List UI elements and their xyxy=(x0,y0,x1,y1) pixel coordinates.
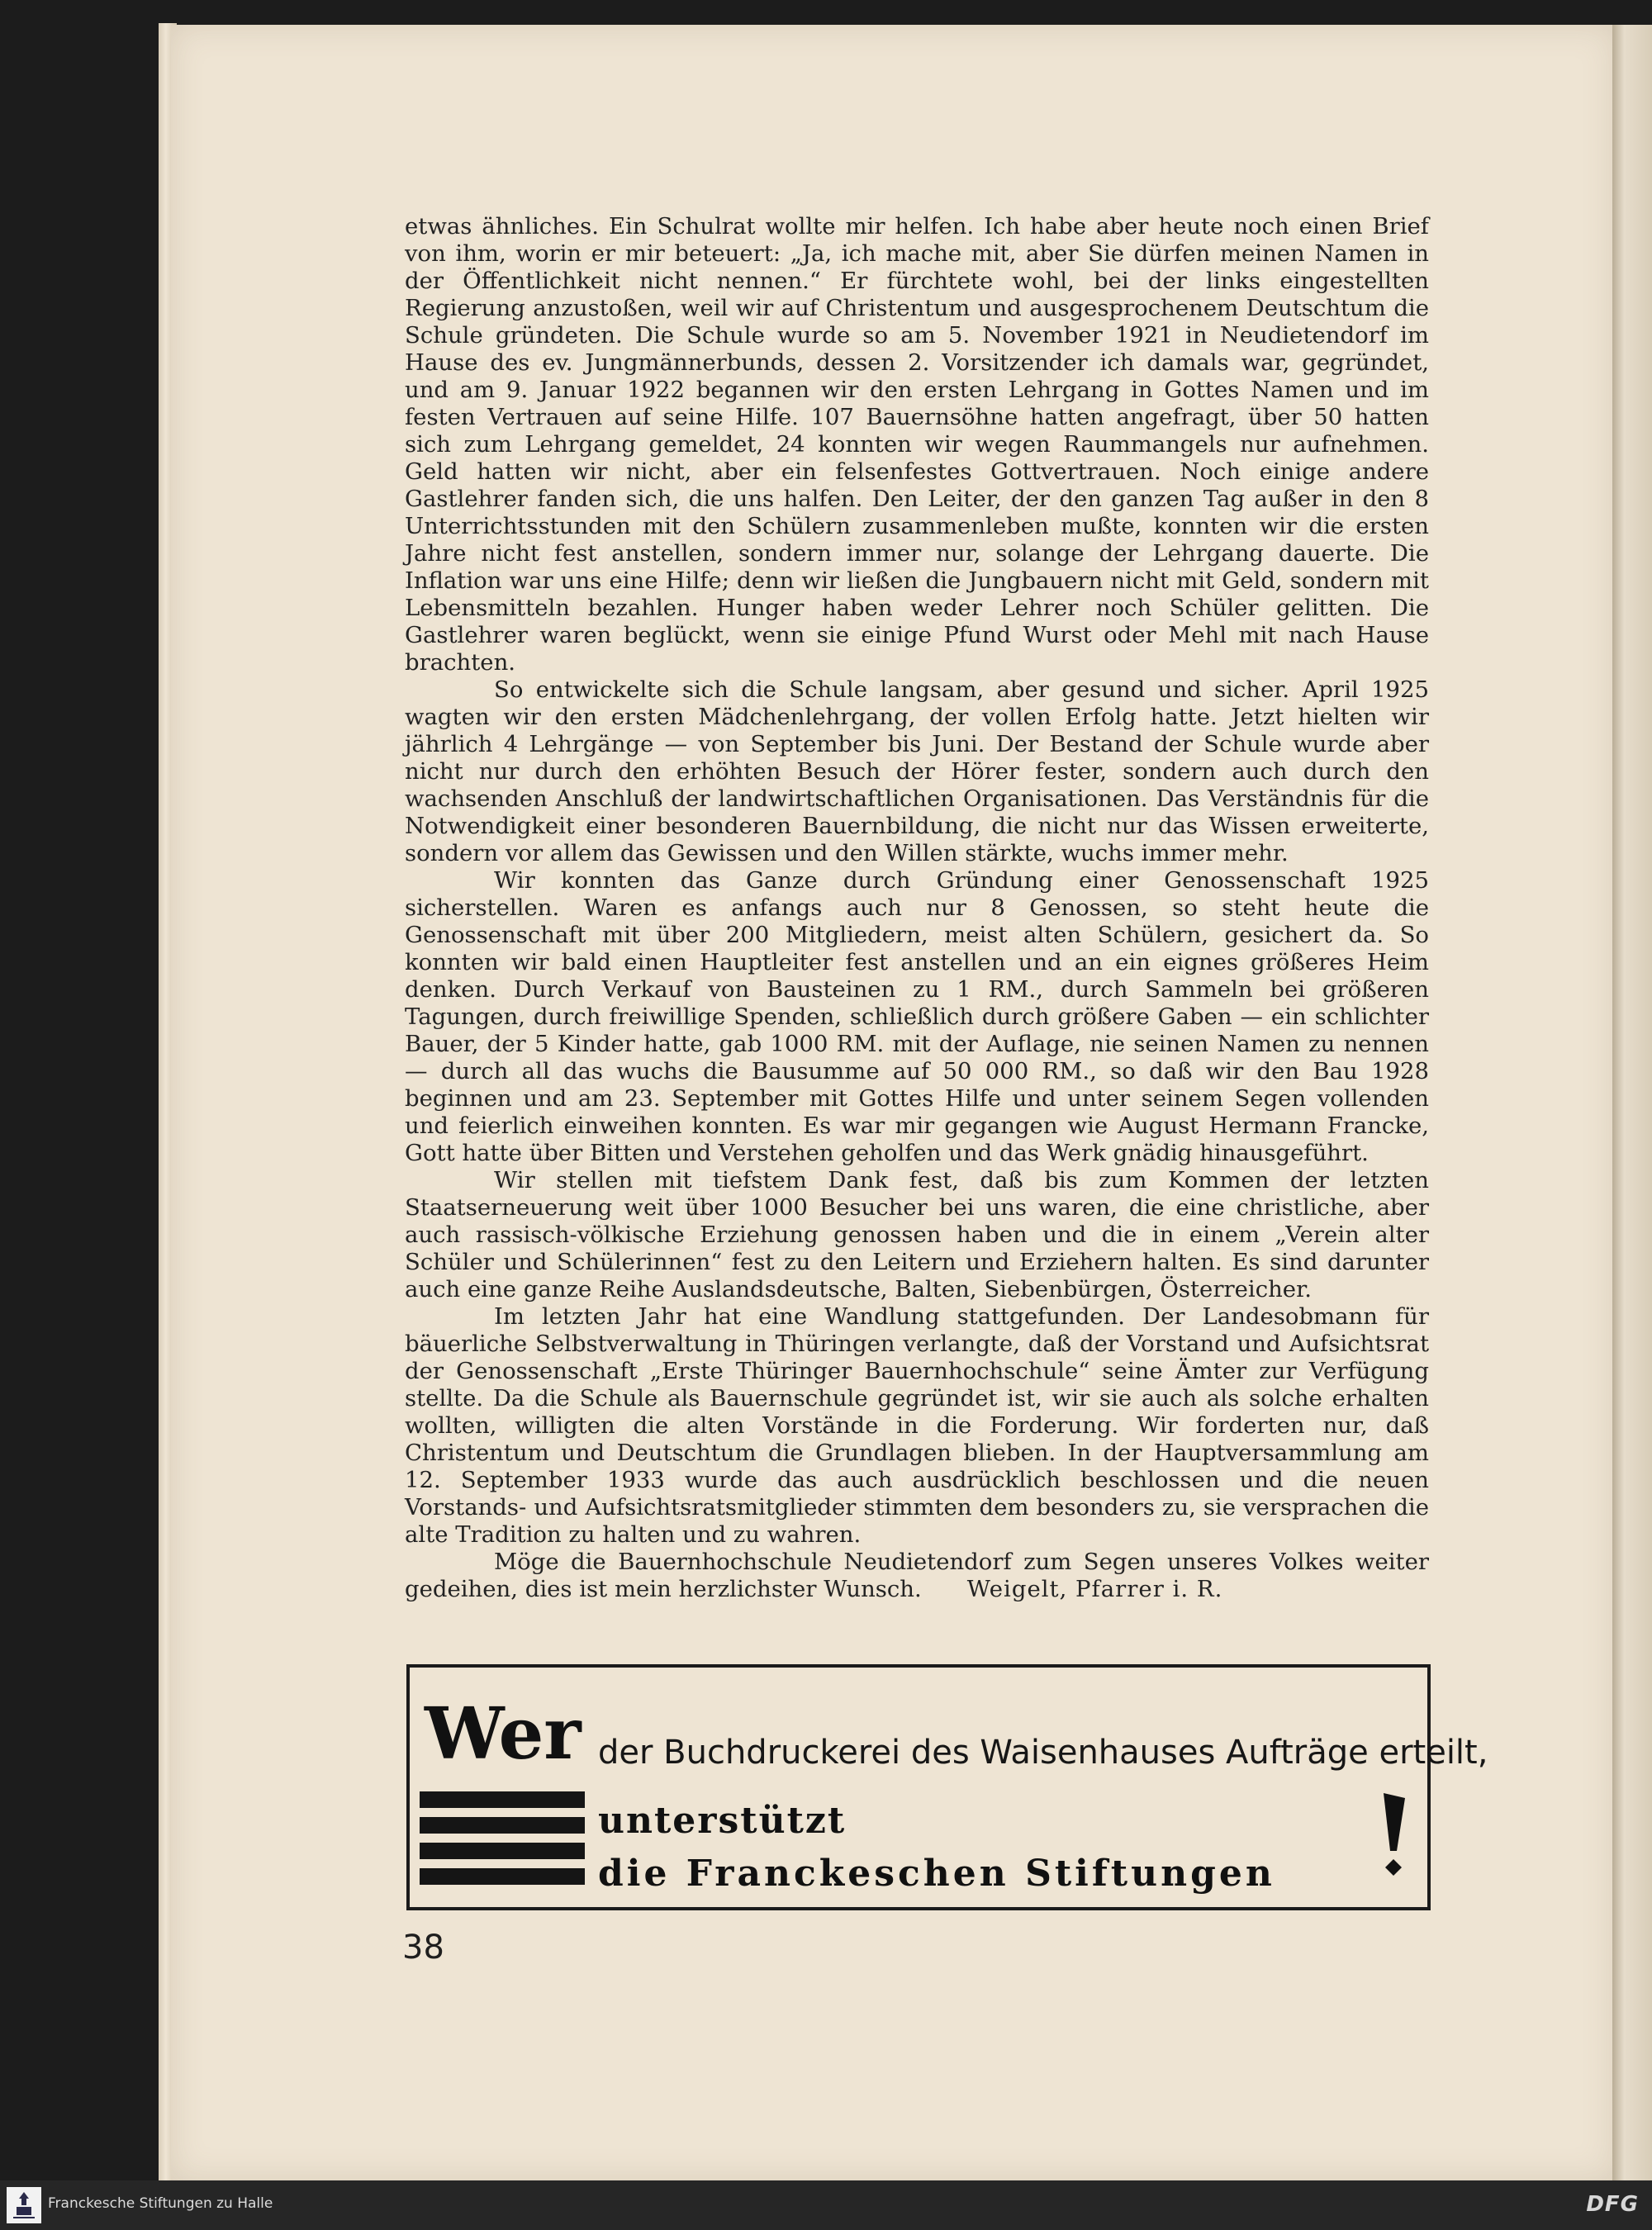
ad-bar xyxy=(420,1791,585,1808)
closing-sentence: Möge die Bauernhochschule Neudietendorf zum Segen unseres Volkes weiter gedeihen, dies ist mein herzlichster Wunsch. xyxy=(405,1549,1429,1602)
ad-line-3: die Franckeschen Stiftungen xyxy=(598,1853,1275,1895)
exclamation-icon xyxy=(1372,1790,1413,1881)
ad-decorative-bars xyxy=(420,1791,585,1894)
paragraph-6 xyxy=(405,1549,1429,1603)
page-edge-right xyxy=(1612,25,1652,2180)
ad-big-word: Wer xyxy=(425,1692,582,1776)
page-number: 38 xyxy=(402,1929,444,1967)
paragraph-5: Im letzten Jahr hat eine Wandlung stattgefunden. Der Landesobmann für bäuerliche Selbstverwaltung in Thüringen verlangte, daß der Vorstand und Aufsichtsrat der Genossenschaft „Erste Thüringer Bauernhochschule“ seine Ämter zur Verfügung stellte. Da die Schule als Bauernschule gegründet ist, wir sie auch als solche erhalten wollten, willigten die alten Vorstände in die Forderung. Wir forderten nur, daß Christentum und Deutschtum die Grundlagen blieben. In der Hauptversammlung am 12. September 1933 wurde das auch ausdrücklich beschlossen und die neuen Vorstands- und Aufsichtsratsmitglieder stimmten dem besonders zu, sie versprachen die alte Tradition zu halten und zu wahren. xyxy=(405,1303,1429,1548)
ad-line-1: der Buchdruckerei des Waisenhauses Aufträge erteilt, xyxy=(598,1734,1488,1772)
ad-bar xyxy=(420,1868,585,1885)
advertisement-box xyxy=(406,1664,1488,1910)
ad-bar xyxy=(420,1817,585,1834)
paragraph-2: So entwickelte sich die Schule langsam, aber gesund und sicher. April 1925 wagten wir den ersten Mädchenlehrgang, der vollen Erfolg hatte. Jetzt hielten wir jährlich 4 Lehrgänge — von September bis Juni. Der Bestand der Schule wurde aber nicht nur durch den erhöhten Besuch der Hörer fester, sondern auch durch den wachsenden Anschluß der landwirtschaftlichen Organisationen. Das Verständnis für die Notwendigkeit einer besonderen Bauernbildung, die nicht nur das Wissen erweiterte, sondern vor allem das Gewissen und den Willen stärkte, wuchs immer mehr. xyxy=(405,676,1429,866)
ad-line-2: unterstützt xyxy=(598,1800,847,1842)
paragraph-4: Wir stellen mit tiefstem Dank fest, daß bis zum Kommen der letzten Staatserneuerung weit über 1000 Besucher bei uns waren, die eine christliche, aber auch rassisch-völkische Erziehung genossen haben und die in einem „Verein alter Schüler und Schülerinnen“ fest zu den Leitern und Erziehern halten. Es sind darunter auch eine ganze Reihe Auslandsdeutsche, Balten, Siebenbürgen, Österreicher. xyxy=(405,1167,1429,1302)
viewer-footer xyxy=(0,2180,1652,2230)
body-text xyxy=(405,213,1429,1603)
signature: Weigelt, Pfarrer i. R. xyxy=(966,1576,1223,1602)
paragraph-1: etwas ähnliches. Ein Schulrat wollte mir helfen. Ich habe aber heute noch einen Brief von ihm, worin er mir beteuert: „Ja, ich mache mit, aber Sie dürfen meinen Namen in der Öffentlichkeit nicht nennen.“ Er fürchtete wohl, bei der links eingestellten Regierung anzustoßen, weil wir auf Christentum und ausgesprochenem Deutschtum die Schule gründeten. Die Schule wurde so am 5. November 1921 in Neudietendorf im Hause des ev. Jungmännerbunds, dessen 2. Vorsitzender ich damals war, gegründet, und am 9. Januar 1922 begannen wir den ersten Lehrgang in Gottes Namen und im festen Vertrauen auf seine Hilfe. 107 Bauernsöhne hatten angefragt, über 50 hatten sich zum Lehrgang gemeldet, 24 konnten wir wegen Raummangels nur aufnehmen. Geld hatten wir nicht, aber ein felsenfestes Gottvertrauen. Noch einige andere Gastlehrer fanden sich, die uns halfen. Den Leiter, der den ganzen Tag außer in den 8 Unterrichtsstunden mit den Schülern zusammenleben mußte, konnten wir die ersten Jahre nicht fest anstellen, sondern immer nur, solange der Lehrgang dauerte. Die Inflation war uns eine Hilfe; denn wir ließen die Jungbauern nicht mit Geld, sondern mit Lebensmitteln bezahlen. Hunger haben weder Lehrer noch Schüler gelitten. Die Gastlehrer waren beglückt, wenn sie einige Pfund Wurst oder Mehl mit nach Hause brachten. xyxy=(405,213,1429,676)
ad-bar xyxy=(420,1843,585,1859)
institution-logo-icon xyxy=(7,2187,41,2223)
footer-institution-label: Franckesche Stiftungen zu Halle xyxy=(48,2195,273,2212)
dfg-logo: DFG xyxy=(1586,2192,1639,2217)
paragraph-3: Wir konnten das Ganze durch Gründung einer Genossenschaft 1925 sicherstellen. Waren es anfangs auch nur 8 Genossen, so steht heute die Genossenschaft mit über 200 Mitgliedern, meist alten Schülern, gesichert da. So konnten wir bald einen Hauptleiter fest anstellen und an ein eignes größeres Heim denken. Durch Verkauf von Bausteinen zu 1 RM., durch Sammeln bei größeren Tagungen, durch freiwillige Spenden, schließlich durch größere Gaben — ein schlichter Bauer, der 5 Kinder hatte, gab 1000 RM. mit der Auflage, nie seinen Namen zu nennen — durch all das wuchs die Bausumme auf 50 000 RM., so daß wir den Bau 1928 beginnen und am 23. September mit Gottes Hilfe und unter seinem Segen vollenden und feierlich einweihen konnten. Es war mir gegangen wie August Hermann Francke, Gott hatte über Bitten und Verstehen geholfen und das Werk gnädig hinausgeführt. xyxy=(405,867,1429,1166)
